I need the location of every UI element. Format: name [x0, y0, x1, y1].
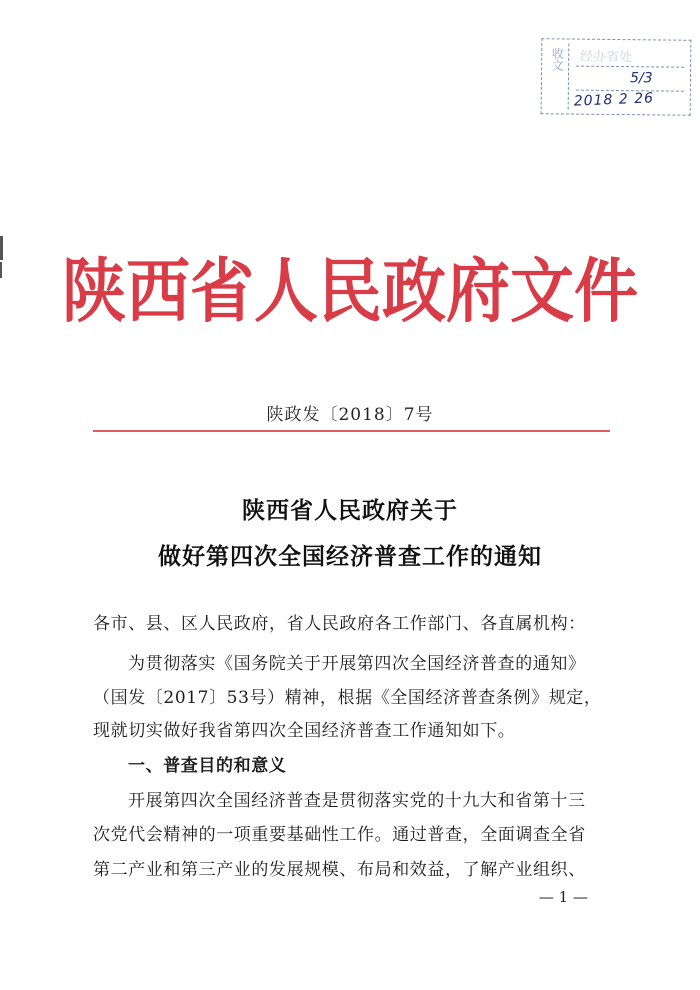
body-text-line: 次党代会精神的一项重要基础性工作。通过普查，全面调查全省	[93, 825, 586, 845]
stamp-office-text: 经办省处	[580, 49, 633, 66]
notice-title-line-2: 做好第四次全国经济普查工作的通知	[158, 543, 542, 570]
body-text-line: 为贯彻落实《国务院关于开展第四次全国经济普查的通知》	[128, 654, 586, 674]
document-number: 陕政发〔2018〕7号	[266, 405, 434, 425]
stamp-handwritten-number: 5/3	[629, 70, 653, 87]
red-separator-line	[93, 430, 610, 432]
body-text-line: 第二产业和第三产业的发展规模、布局和效益，了解产业组织、	[93, 860, 586, 880]
page-number: — 1 —	[538, 888, 588, 906]
body-text-line: （国发〔2017〕53号）精神，根据《全国经济普查条例》规定，	[93, 688, 602, 708]
notice-title-line-1: 陕西省人民政府关于	[242, 497, 458, 524]
received-stamp	[541, 38, 692, 116]
stamp-handwritten-date: 2018 2 26	[573, 90, 655, 110]
addressee-line: 各市、县、区人民政府，省人民政府各工作部门、各直属机构：	[93, 614, 586, 634]
stamp-label: 收文	[550, 47, 565, 72]
issuer-red-header: 陕西省人民政府文件	[62, 252, 638, 333]
section-heading: 一、普查目的和意义	[128, 756, 287, 776]
body-text-line: 开展第四次全国经济普查是贯彻落实党的十九大和省第十三	[128, 791, 586, 811]
body-text-line: 现就切实做好我省第四次全国经济普查工作通知如下。	[93, 721, 516, 741]
